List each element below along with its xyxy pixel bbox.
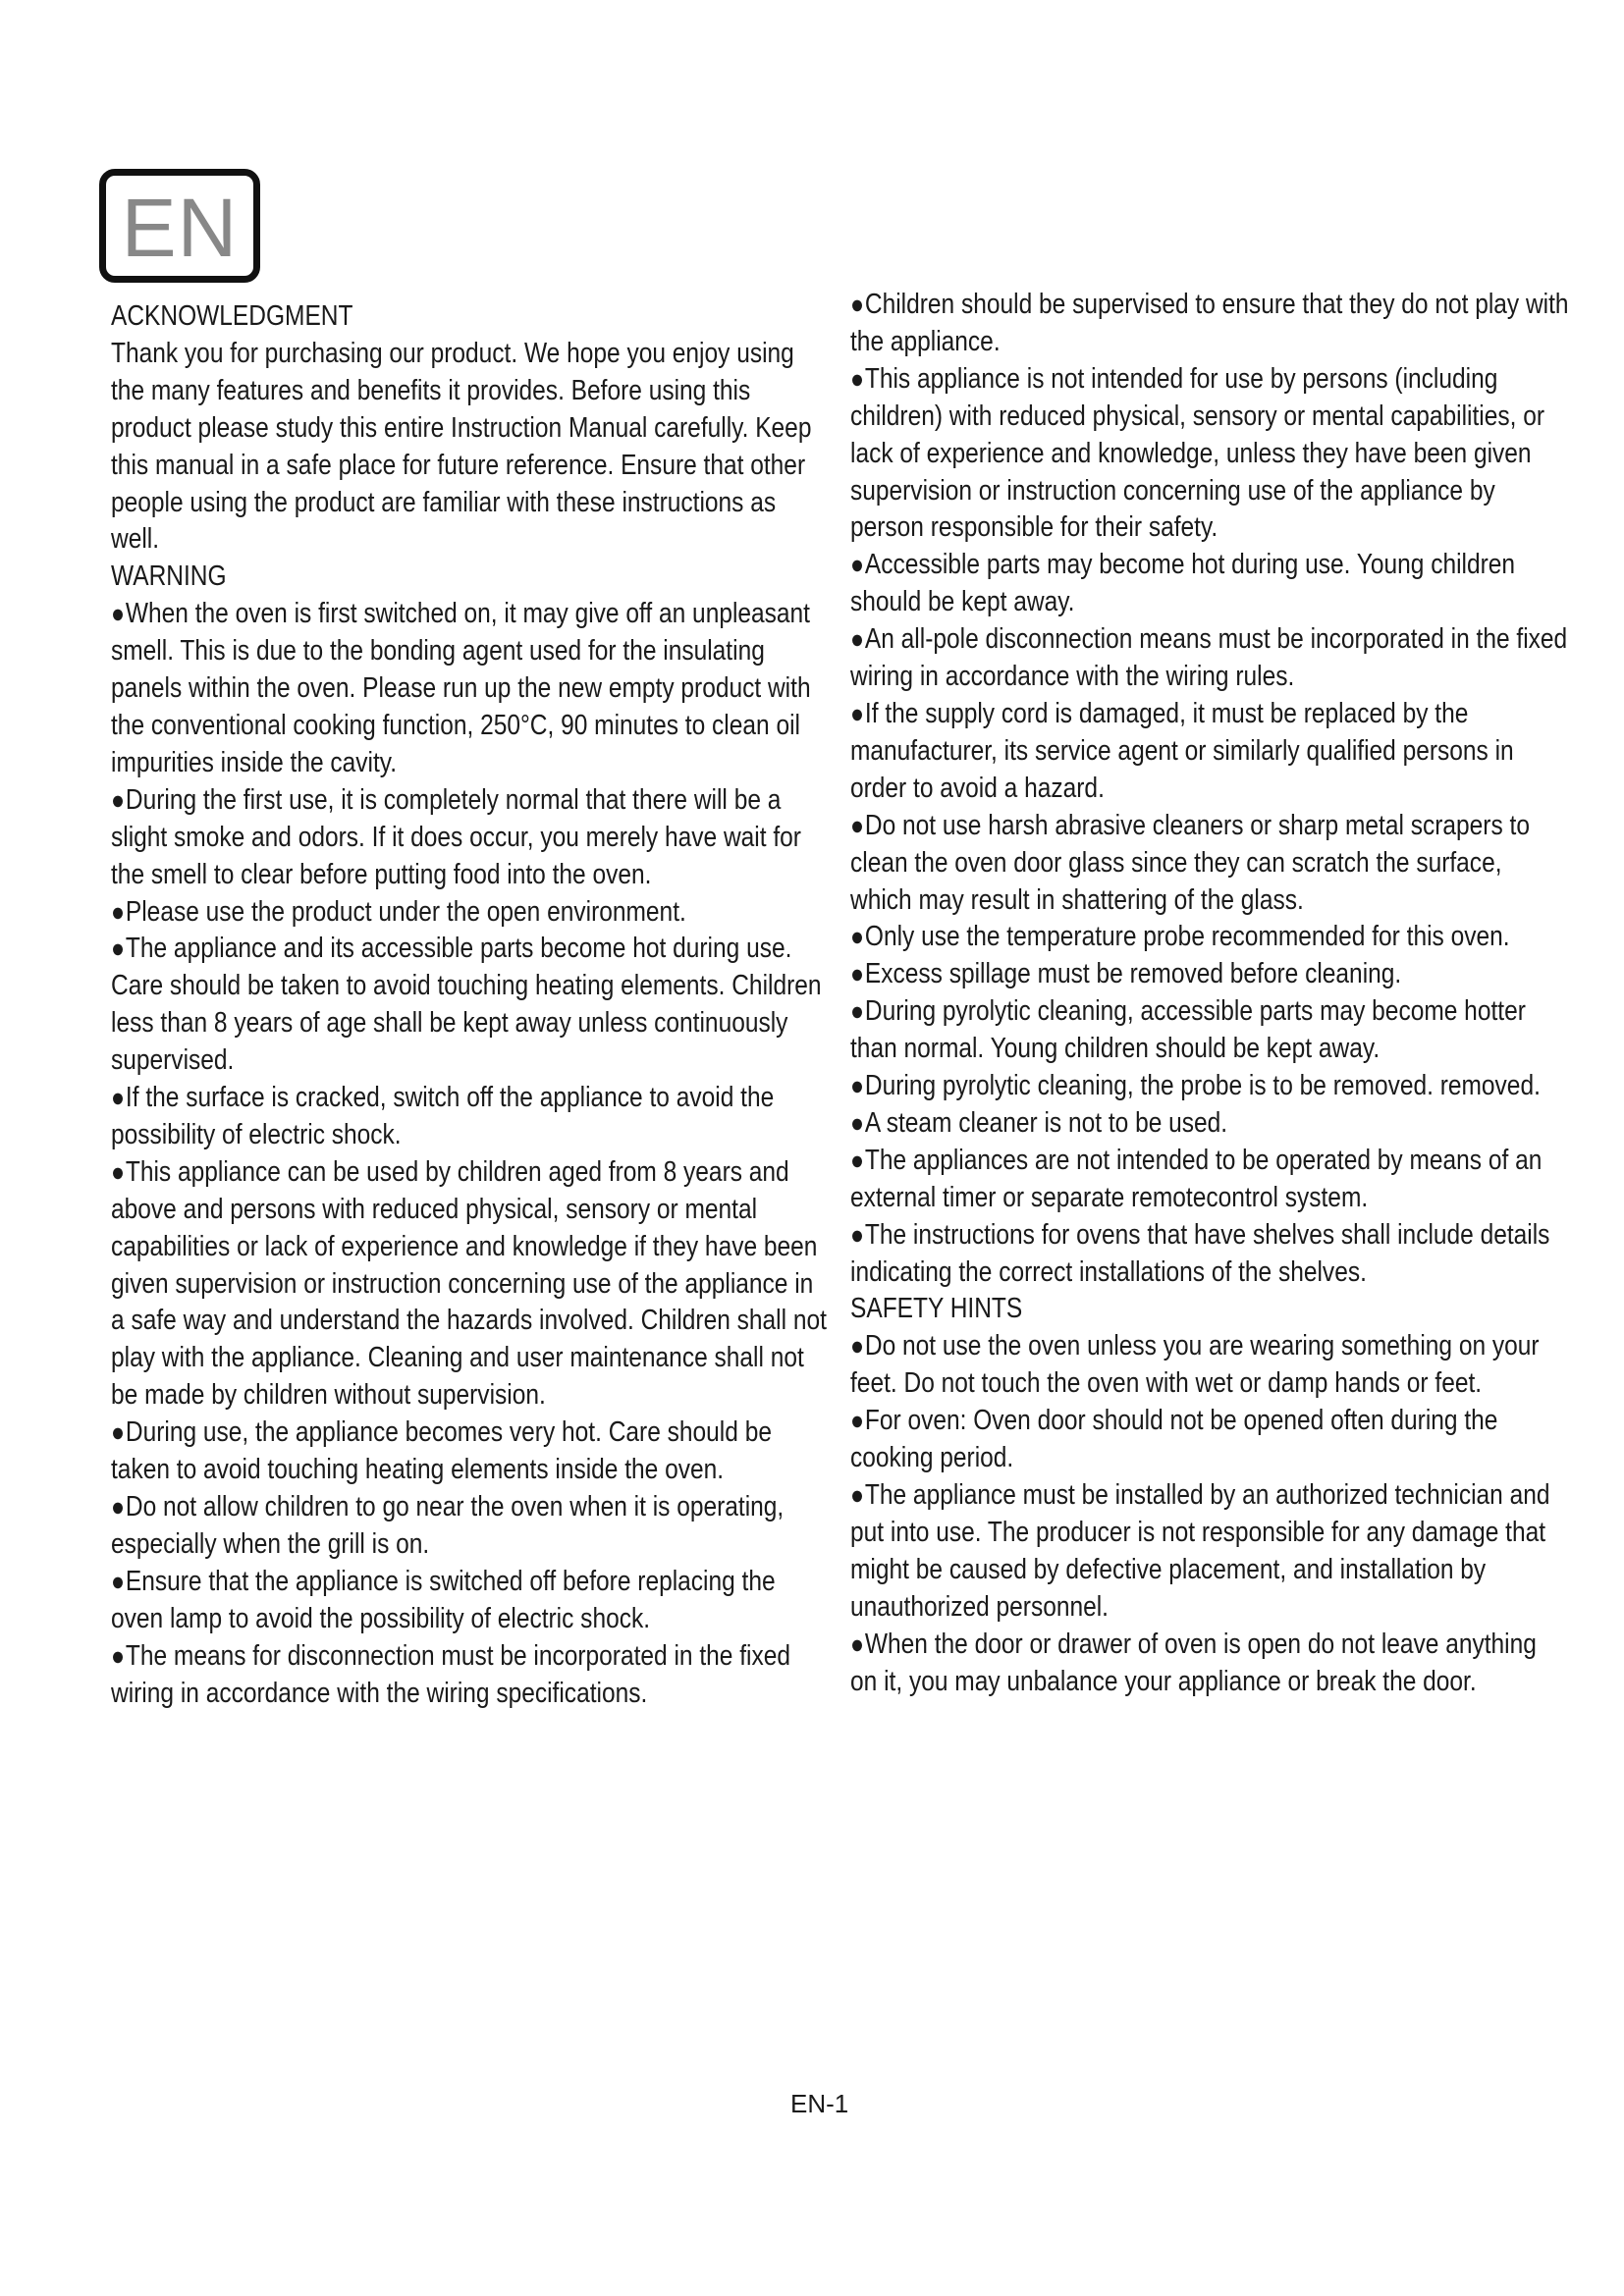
bullet-item: ● Do not allow children to go near the oven when it is operating, especially when the grill is on. <box>111 1489 831 1564</box>
bullet-item: ● Excess spillage must be removed before cleaning. <box>850 956 1570 993</box>
bullet-item: ● Do not use the oven unless you are wearing something on your feet. Do not touch the oven with wet or damp hands or feet. <box>850 1328 1570 1403</box>
bullet-item: ● Please use the product under the open environment. <box>111 894 831 932</box>
section-heading: WARNING <box>111 561 227 593</box>
right-column <box>850 287 1570 1700</box>
bullet-item: ● The appliance must be installed by an authorized technician and put into use. The producer is not responsible for any damage that might be caused by defective placement, and installation by unauthorized personnel. <box>850 1477 1570 1627</box>
bullet-item: ● Do not use harsh abrasive cleaners or sharp metal scrapers to clean the oven door glass since they can scratch the surface, which may result in shattering of the glass. <box>850 808 1570 920</box>
bullet-item: ● The instructions for ovens that have shelves shall include details indicating the correct installations of the shelves. <box>850 1217 1570 1292</box>
language-badge-label: EN <box>121 182 239 274</box>
bullet-item: ● For oven: Oven door should not be opened often during the cooking period. <box>850 1403 1570 1477</box>
bullet-item: ● Children should be supervised to ensure that they do not play with the appliance. <box>850 287 1570 361</box>
section-heading: SAFETY HINTS <box>850 1293 1023 1325</box>
bullet-item: ● A steam cleaner is not to be used. <box>850 1105 1570 1143</box>
bullet-item: ● During use, the appliance becomes very hot. Care should be taken to avoid touching heating elements inside the oven. <box>111 1415 831 1489</box>
bullet-item: ● If the supply cord is damaged, it must be replaced by the manufacturer, its service agent or similarly qualified persons in order to avoid a hazard. <box>850 696 1570 808</box>
paragraph: Thank you for purchasing our product. We hope you enjoy using the many features and benefits it provides. Before using this product please study this entire Instruction Manual carefully. Keep this manual in a safe place for future reference. Ensure that other people using the product are familiar with these instructions as well. <box>111 337 812 556</box>
bullet-item: ● When the oven is first switched on, it may give off an unpleasant smell. This is due to the bonding agent used for the insulating panels within the oven. Please run up the new empty product with the conventional cooking function, 250°C, 90 minutes to clean oil impurities inside the cavity. <box>111 596 831 782</box>
bullet-item: ● The appliance and its accessible parts become hot during use. Care should be taken to avoid touching heating elements. Children less than 8 years of age shall be kept away unless continuously supervised. <box>111 931 831 1080</box>
bullet-item: ● During pyrolytic cleaning, the probe is to be removed. removed. <box>850 1068 1570 1105</box>
bullet-item: ● During the first use, it is completely normal that there will be a slight smoke and odors. If it does occur, you merely have wait for the smell to clear before putting food into the oven. <box>111 782 831 894</box>
bullet-item: ● When the door or drawer of oven is open do not leave anything on it, you may unbalance your appliance or break the door. <box>850 1627 1570 1701</box>
bullet-item: ● This appliance is not intended for use by persons (including children) with reduced physical, sensory or mental capabilities, or lack of experience and knowledge, unless they have been given supervision or instruction concerning use of the appliance by person responsible for their safety. <box>850 361 1570 548</box>
language-badge <box>99 169 260 283</box>
bullet-item: ● During pyrolytic cleaning, accessible parts may become hotter than normal. Young children should be kept away. <box>850 993 1570 1068</box>
left-column <box>111 298 831 1712</box>
page-number: EN-1 <box>790 2089 849 2118</box>
bullet-item: ● Only use the temperature probe recommended for this oven. <box>850 919 1570 956</box>
bullet-item: ● The means for disconnection must be incorporated in the fixed wiring in accordance with the wiring specifications. <box>111 1638 831 1713</box>
bullet-item: ● The appliances are not intended to be operated by means of an external timer or separate remotecontrol system. <box>850 1143 1570 1217</box>
bullet-item: ● If the surface is cracked, switch off the appliance to avoid the possibility of electric shock. <box>111 1080 831 1154</box>
bullet-item: ● Accessible parts may become hot during use. Young children should be kept away. <box>850 547 1570 621</box>
bullet-item: ● Ensure that the appliance is switched off before replacing the oven lamp to avoid the possibility of electric shock. <box>111 1564 831 1638</box>
bullet-item: ● This appliance can be used by children aged from 8 years and above and persons with reduced physical, sensory or mental capabilities or lack of experience and knowledge if they have been given supervision or instruction concerning use of the appliance in a safe way and understand the hazards involved. Children shall not play with the appliance. Cleaning and user maintenance shall not be made by children without supervision. <box>111 1154 831 1415</box>
section-heading: ACKNOWLEDGMENT <box>111 300 353 332</box>
bullet-item: ● An all-pole disconnection means must be incorporated in the fixed wiring in accordance with the wiring rules. <box>850 621 1570 696</box>
